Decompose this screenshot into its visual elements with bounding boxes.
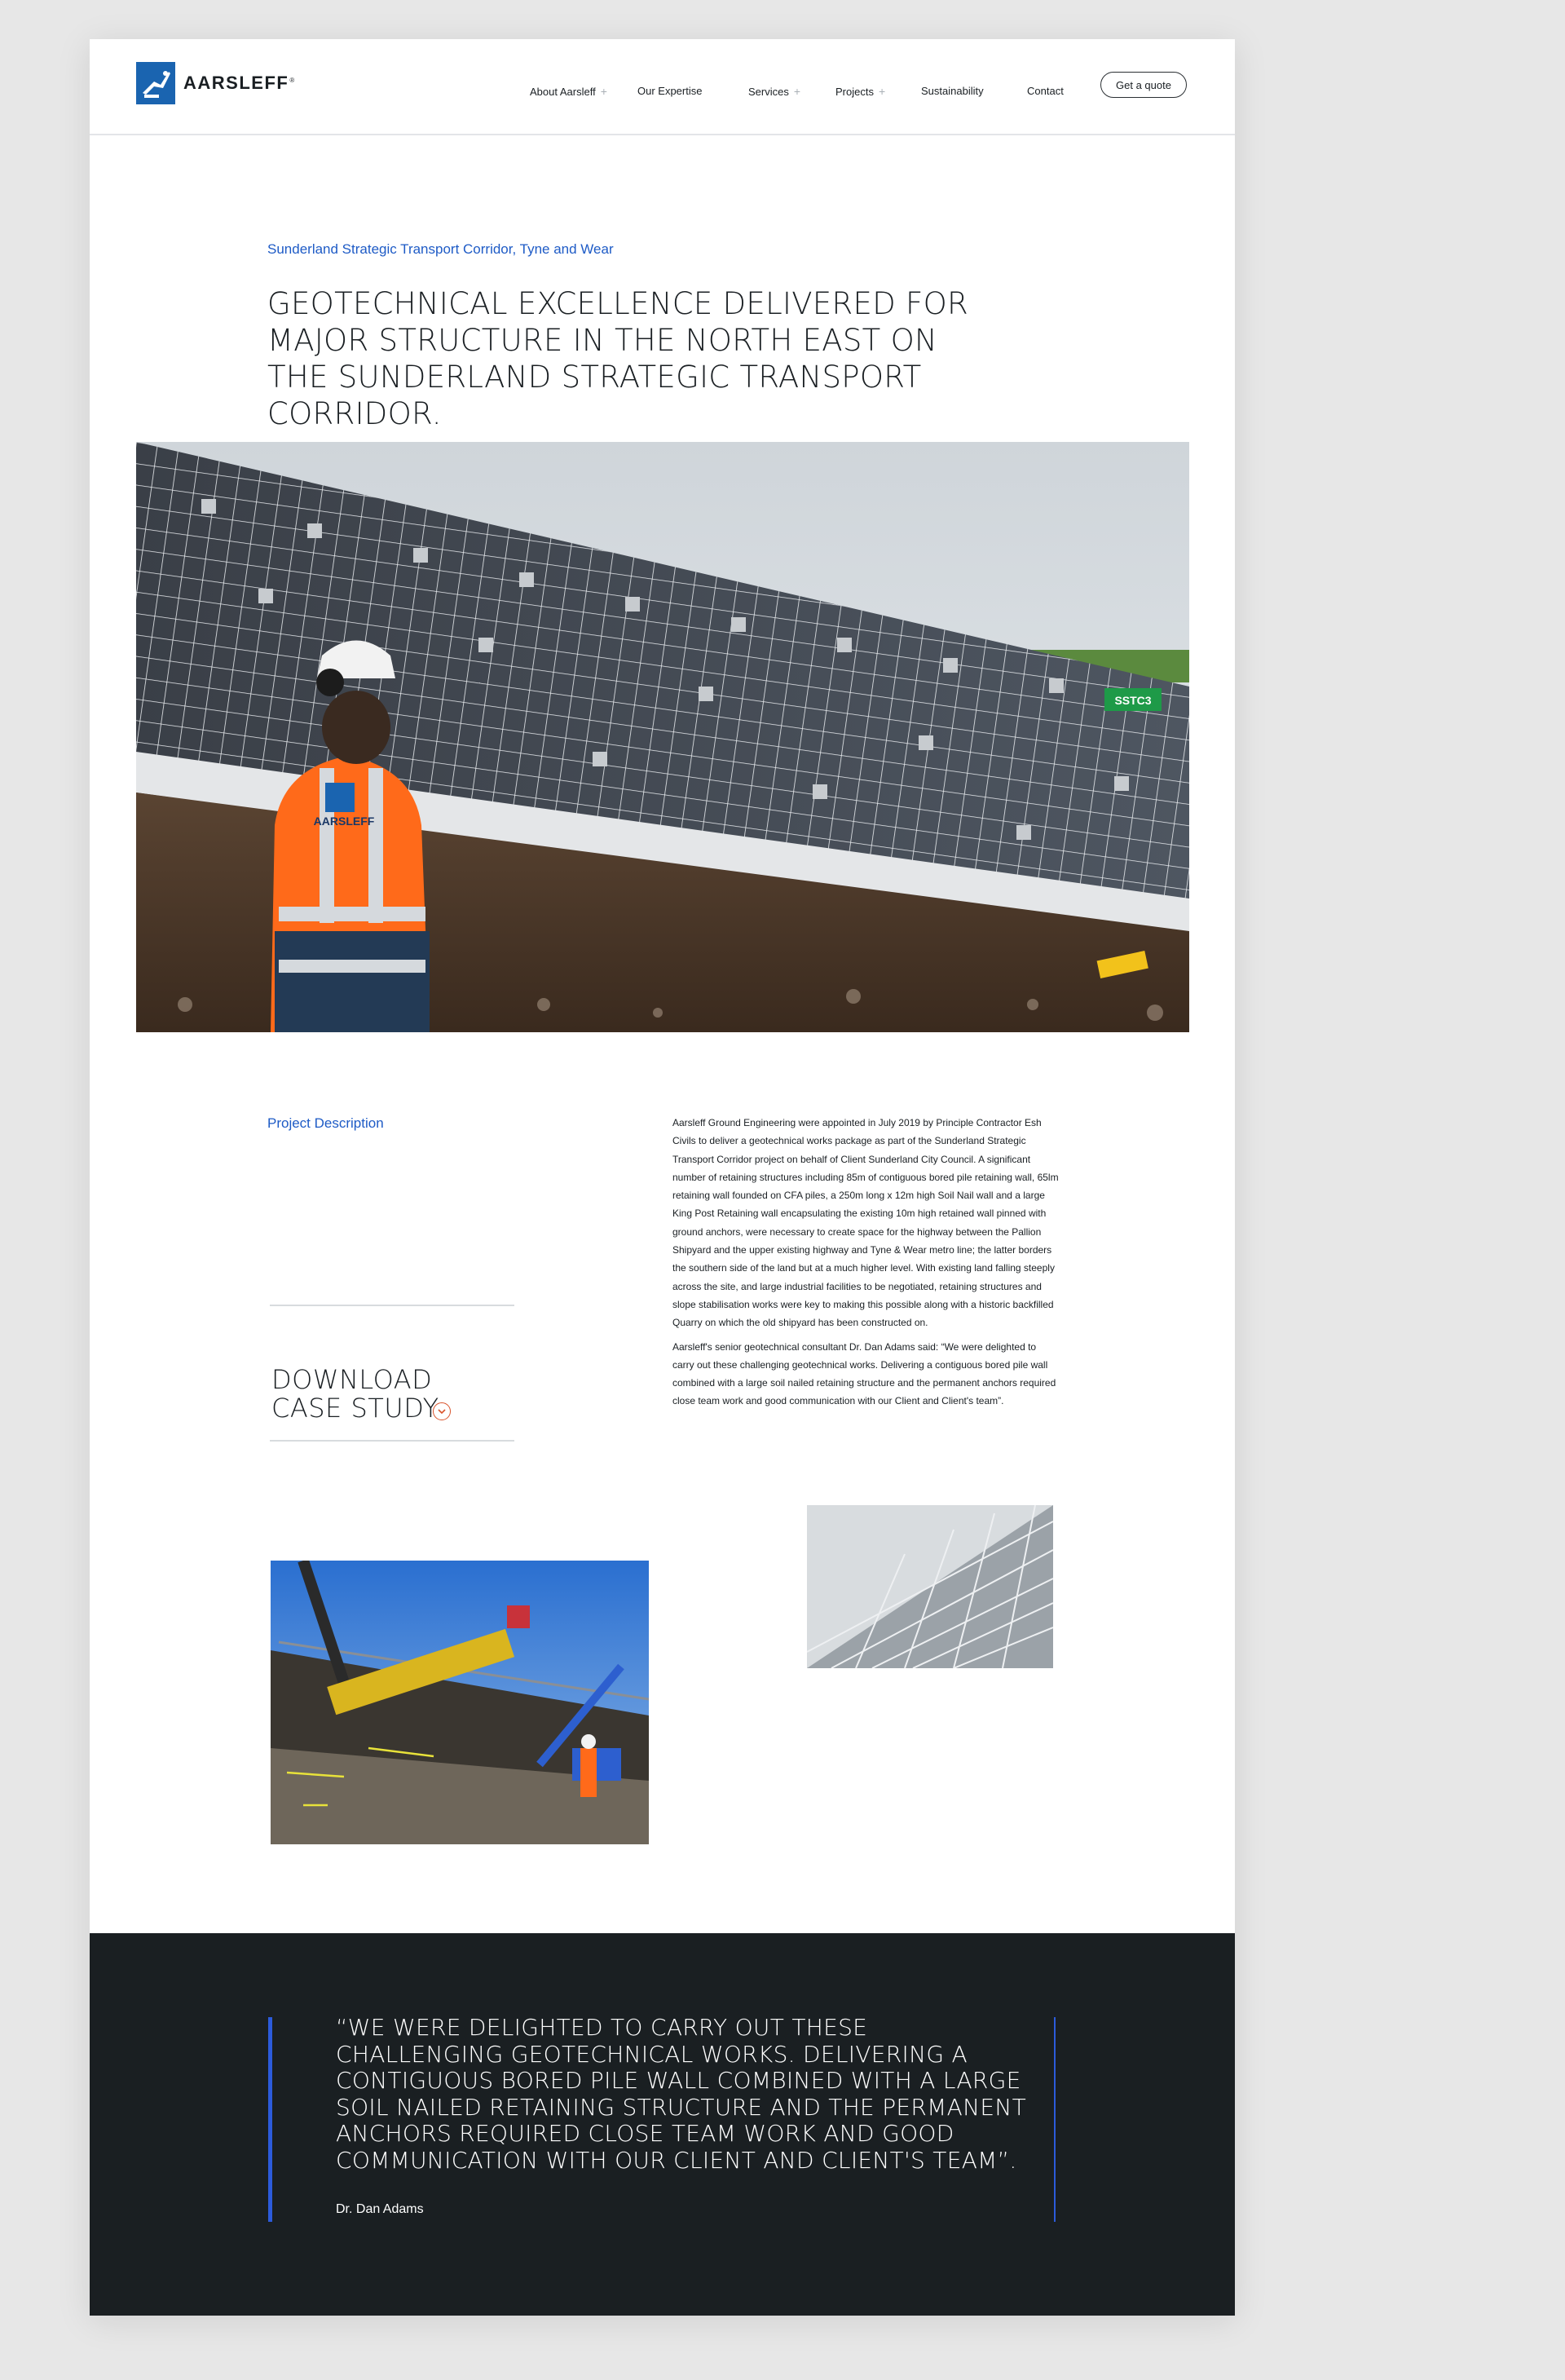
nav-label: Projects [835,86,874,98]
quote-accent-bar-right [1054,2017,1056,2222]
description-paragraph: Aarsleff's senior geotechnical consultant Dr. Dan Adams said: “We were delighted to carry out these challenging geotechnical works. Delivering a contiguous bored pile wall combined with a large soil nailed retaining structure and the permanent anchors required close team work and good communication with our Client and Client's team”. [672,1340,1056,1407]
hero-image [136,442,1189,1032]
plus-icon: + [793,85,801,98]
quote-author: Dr. Dan Adams [336,2202,424,2216]
quote-section [90,1933,1235,2316]
nav-services[interactable] [748,85,800,98]
hero-jacket-text: AARSLEFF [313,815,375,828]
plus-icon: + [878,85,886,98]
page [90,39,1235,2316]
hero-sign-text: SSTC3 [1114,694,1152,707]
plus-icon: + [600,85,607,98]
project-description-body [672,1114,1060,1411]
logo-text: AARSLEFF [183,73,289,93]
download-label-line1: DOWNLOAD [271,1364,433,1395]
main-navigation [90,39,1235,135]
nav-label: Our Expertise [637,85,703,97]
gallery-image-retaining-wall [807,1505,1053,1668]
nav-label: Contact [1027,85,1064,97]
site-header [90,39,1235,135]
nav-sustainability[interactable] [921,85,984,97]
nav-projects[interactable] [835,85,885,98]
description-paragraph: Aarsleff Ground Engineering were appointed in July 2019 by Principle Contractor Esh Civils to deliver a geotechnical works package as part of the Sunderland Strategic Transport Corridor project on behalf of Client Sunderland City Council. A significant number of retaining structures including 85m of contiguous bored pile retaining wall, 65lm retaining wall founded on CFA piles, a 250m long x 12m high Soil Nail wall and a large King Post Retaining wall encapsulating the existing 10m high retained wall pinned with ground anchors, were necessary to create space for the highway between the Pallion Shipyard and the upper existing highway and Tyne & Wear metro line; the latter borders the southern side of the land but at a much higher level. With existing land falling steeply across the site, and large industrial facilities to be negotiated, retaining structures and slope stabilisation works were key to making this possible along with a historic backfilled Quarry on which the old shipyard has been constructed on. [672,1117,1059,1329]
nav-about-aarsleff[interactable] [530,85,607,98]
download-case-study-link[interactable] [270,1305,514,1442]
quote-text: “WE WERE DELIGHTED TO CARRY OUT THESE CHALLENGING GEOTECHNICAL WORKS. DELIVERING A CONTIGUOUS BORED PILE WALL COMBINED WITH A LARGE SOIL NAILED RETAINING STRUCTURE AND THE PERMANENT ANCHORS REQUIRED CLOSE TEAM WORK AND GOOD COMMUNICATION WITH OUR CLIENT AND CLIENT'S TEAM”. [336,2014,1026,2174]
project-location: Sunderland Strategic Transport Corridor, Tyne and Wear [267,241,614,257]
page-title: GEOTECHNICAL EXCELLENCE DELIVERED FOR MAJOR STRUCTURE IN THE NORTH EAST ON THE SUNDERLAND STRATEGIC TRANSPORT CORRIDOR. [267,286,969,431]
get-a-quote-button[interactable]: Get a quote [1100,72,1187,98]
nav-contact[interactable] [1027,85,1064,97]
chevron-down-icon [433,1402,451,1420]
project-description-label: Project Description [267,1115,384,1131]
nav-label: About Aarsleff [530,86,596,98]
download-label-line2: CASE STUDY [271,1393,439,1424]
quote-accent-bar-left [268,2017,272,2222]
logo-registered-mark: ® [289,76,296,84]
nav-our-expertise[interactable] [637,85,702,97]
nav-label: Sustainability [921,85,984,97]
nav-label: Services [748,86,789,98]
gallery-image-drilling-rig [271,1561,649,1844]
